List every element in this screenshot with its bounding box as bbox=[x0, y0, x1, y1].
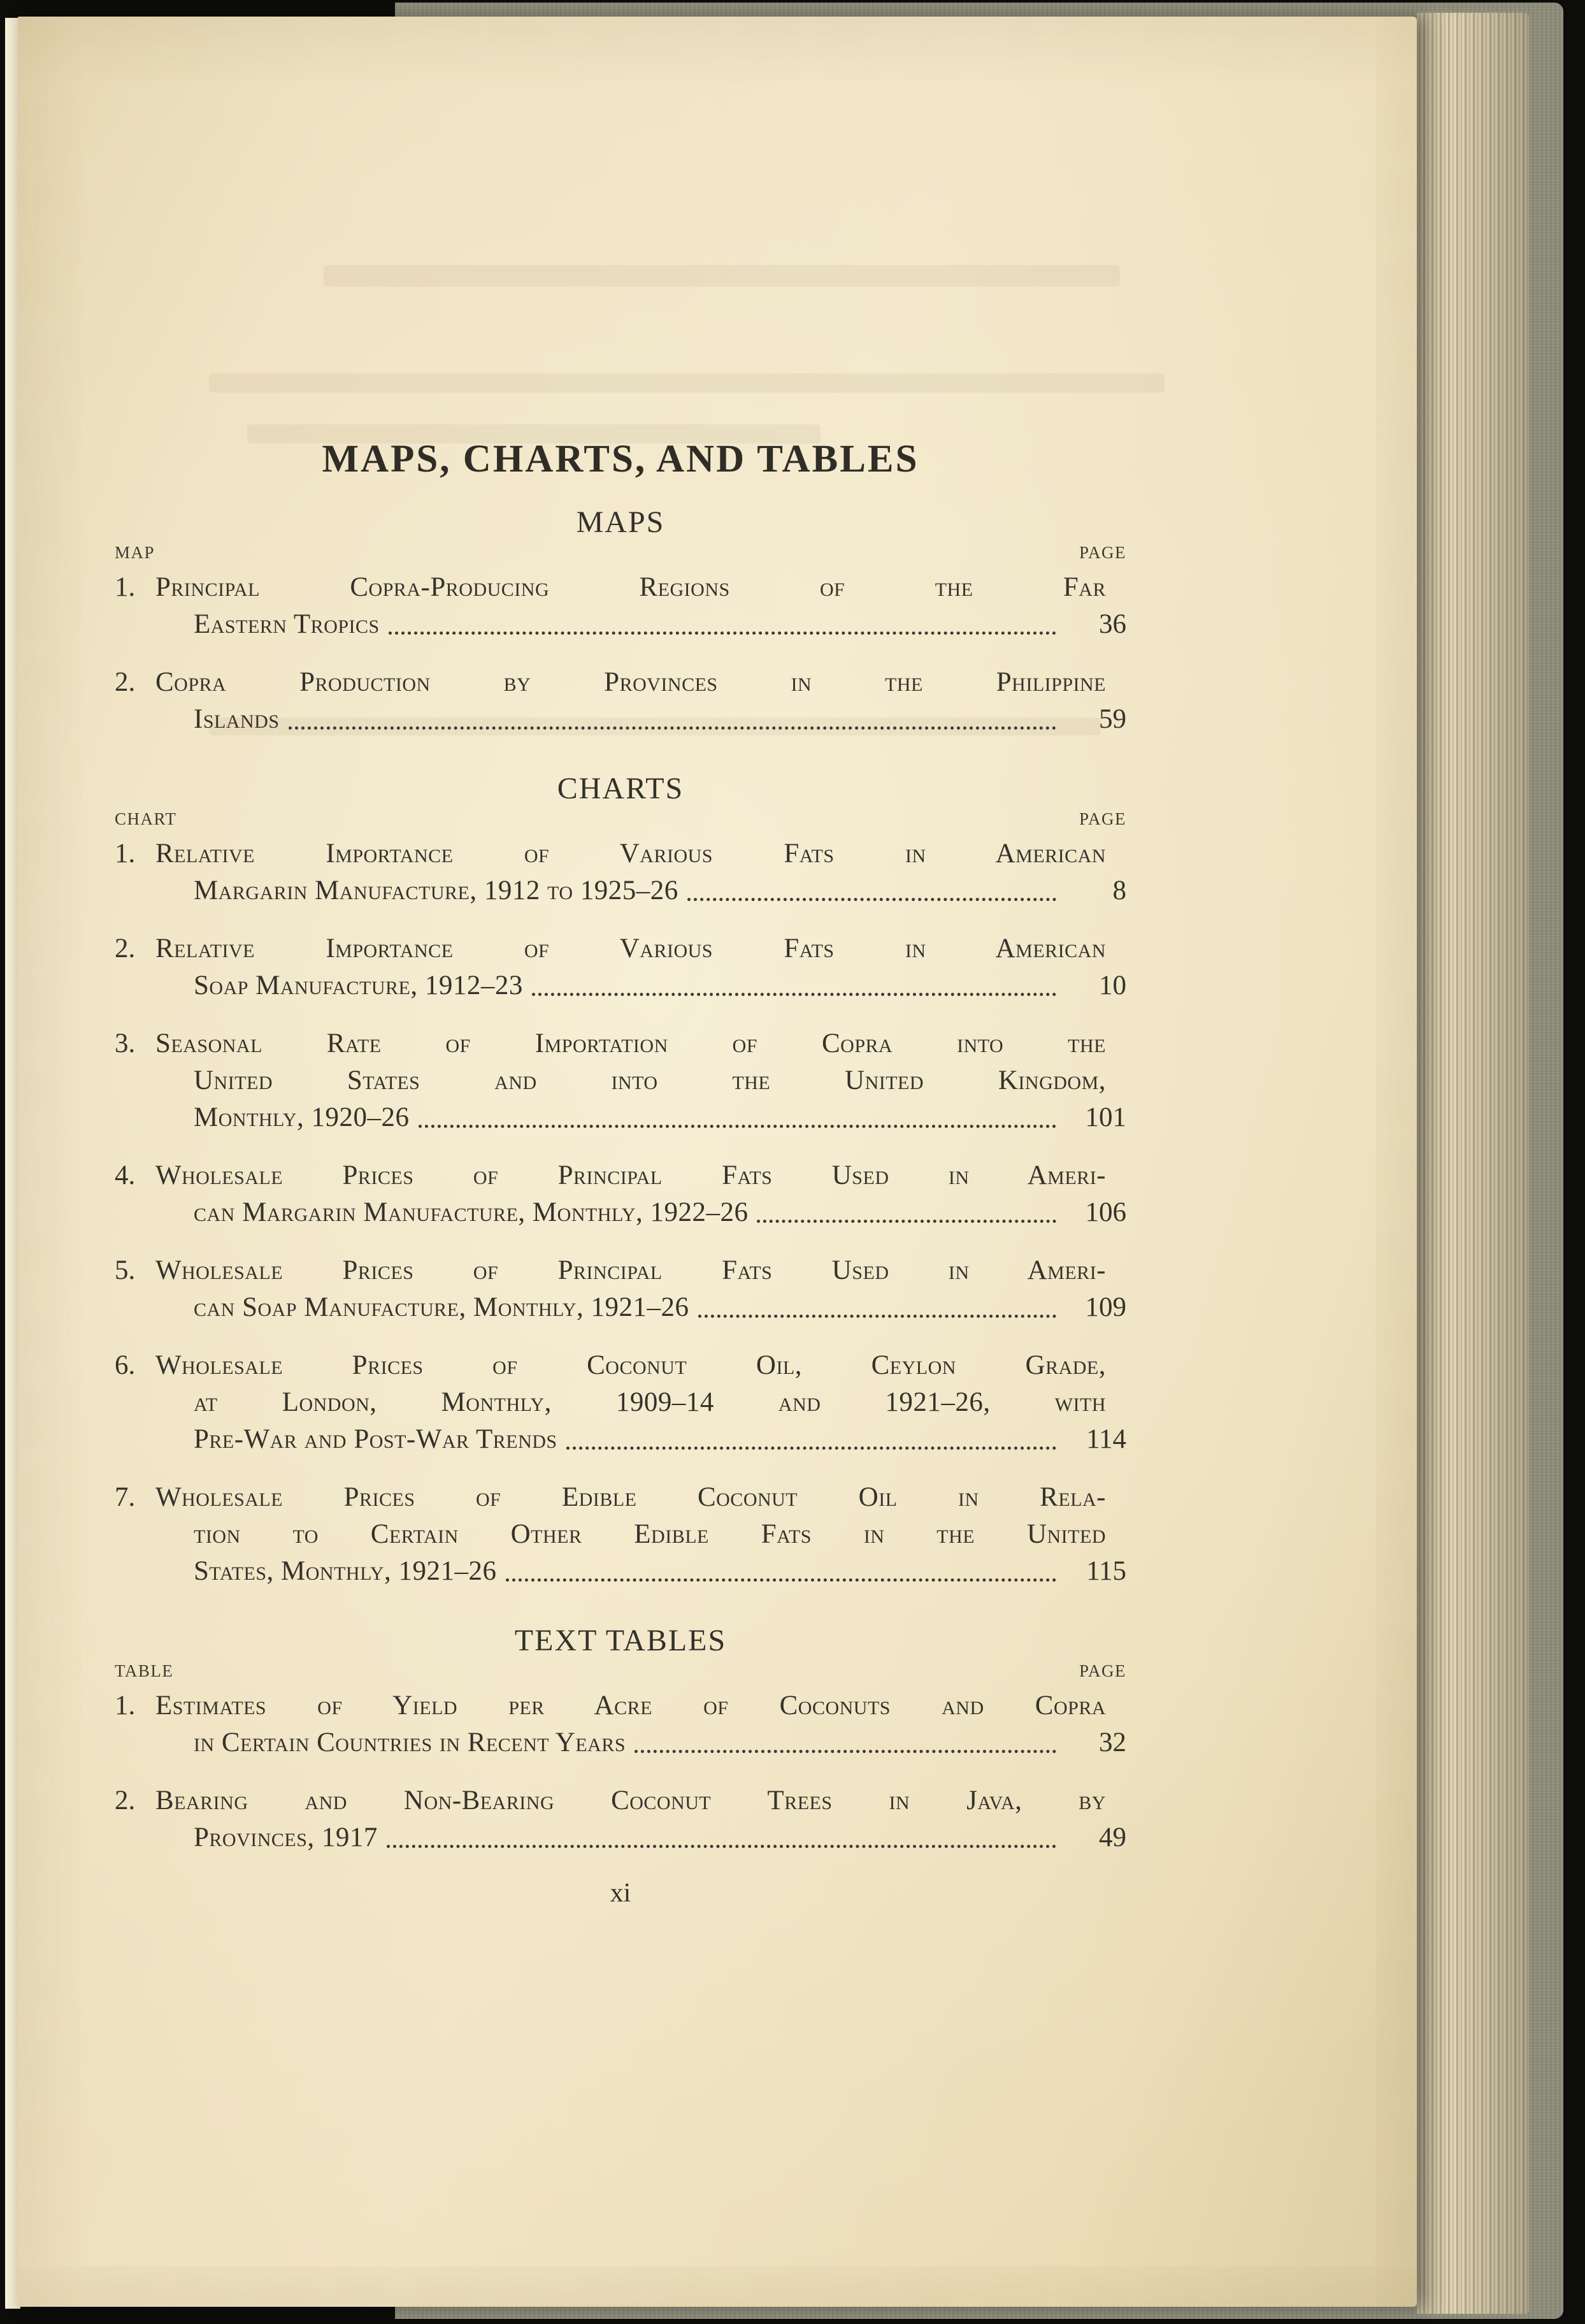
column-label-table: TABLE bbox=[115, 1661, 174, 1680]
section-heading-maps: MAPS bbox=[576, 505, 665, 539]
toc-entry bbox=[115, 1025, 1126, 1136]
dot-leader bbox=[698, 1289, 1057, 1318]
entry-number: 2. bbox=[115, 934, 136, 964]
entry-text-line: Wholesale Prices of Edible Coconut Oil in Rela- bbox=[155, 1482, 1106, 1512]
entry-number: 3. bbox=[115, 1028, 136, 1058]
entry-page-number: 10 bbox=[1099, 971, 1126, 1000]
entry-text-line: Soap Manufacture, 1912–23 bbox=[194, 971, 523, 1000]
toc-entry bbox=[115, 664, 1126, 738]
column-header-row bbox=[115, 809, 1126, 829]
entry-text-line: Principal Copra-Producing Regions of the Far bbox=[155, 572, 1106, 602]
entry-number: 5. bbox=[115, 1255, 136, 1285]
entry-text-line: United States and into the United Kingdom, bbox=[194, 1065, 1106, 1095]
entry-page-number: 59 bbox=[1099, 704, 1126, 734]
column-label-page: PAGE bbox=[1079, 1661, 1126, 1680]
toc-entry bbox=[115, 569, 1126, 643]
entry-number: 6. bbox=[115, 1350, 136, 1380]
dot-leader bbox=[566, 1421, 1056, 1450]
dot-leader bbox=[532, 967, 1056, 996]
entry-text-line: Relative Importance of Various Fats in American bbox=[155, 839, 1106, 869]
dot-leader bbox=[389, 606, 1056, 635]
entry-text-line: Wholesale Prices of Principal Fats Used in Ameri- bbox=[155, 1160, 1106, 1190]
entry-text-line: Bearing and Non-Bearing Coconut Trees in Java, by bbox=[155, 1786, 1106, 1815]
bleed-through bbox=[324, 265, 1120, 287]
dot-leader bbox=[757, 1194, 1056, 1223]
toc-entry bbox=[115, 1252, 1126, 1326]
entry-text-line: at London, Monthly, 1909–14 and 1921–26, with bbox=[194, 1387, 1106, 1417]
entry-text-line: can Soap Manufacture, Monthly, 1921–26 bbox=[194, 1292, 689, 1322]
entry-text-line: Islands bbox=[194, 704, 280, 734]
column-header-row bbox=[115, 1661, 1126, 1681]
entry-page-number: 101 bbox=[1085, 1102, 1126, 1132]
entry-page-number: 114 bbox=[1086, 1424, 1126, 1454]
dot-leader bbox=[506, 1553, 1056, 1582]
dot-leader bbox=[387, 1819, 1056, 1848]
page-stack-edge bbox=[1417, 13, 1529, 2314]
entry-number: 1. bbox=[115, 839, 136, 869]
dot-leader bbox=[419, 1099, 1056, 1128]
toc-content bbox=[115, 437, 1126, 1909]
section-heading-text-tables: TEXT TABLES bbox=[514, 1624, 727, 1657]
folio-page-number: xi bbox=[610, 1879, 631, 1908]
column-label-map: MAP bbox=[115, 543, 155, 562]
entry-text-line: Provinces, 1917 bbox=[194, 1822, 378, 1852]
entry-text-line: can Margarin Manufacture, Monthly, 1922–26 bbox=[194, 1197, 749, 1227]
entry-text-line: Relative Importance of Various Fats in American bbox=[155, 934, 1106, 964]
entry-number: 1. bbox=[115, 572, 136, 602]
toc-entry bbox=[115, 1479, 1126, 1590]
section-heading-charts: CHARTS bbox=[557, 772, 684, 805]
paper-page bbox=[18, 17, 1417, 2307]
column-label-chart: CHART bbox=[115, 809, 177, 828]
entry-page-number: 49 bbox=[1099, 1822, 1126, 1852]
dot-leader bbox=[635, 1724, 1056, 1753]
bleed-through bbox=[209, 373, 1165, 393]
toc-entry bbox=[115, 1347, 1126, 1458]
entry-page-number: 115 bbox=[1086, 1556, 1126, 1586]
entry-text-line: tion to Certain Other Edible Fats in the United bbox=[194, 1519, 1106, 1549]
toc-entry bbox=[115, 1157, 1126, 1231]
entry-number: 2. bbox=[115, 1786, 136, 1815]
entry-text-line: Copra Production by Provinces in the Philippine bbox=[155, 667, 1106, 697]
entry-text-line: in Certain Countries in Recent Years bbox=[194, 1728, 626, 1757]
toc-entry bbox=[115, 1782, 1126, 1856]
entry-page-number: 106 bbox=[1085, 1197, 1126, 1227]
column-header-row bbox=[115, 543, 1126, 563]
column-label-page: PAGE bbox=[1079, 543, 1126, 562]
entry-text-line: Wholesale Prices of Coconut Oil, Ceylon Grade, bbox=[155, 1350, 1106, 1380]
entry-number: 2. bbox=[115, 667, 136, 697]
entry-text-line: Monthly, 1920–26 bbox=[194, 1102, 410, 1132]
entry-number: 1. bbox=[115, 1691, 136, 1721]
entry-text-line: Estimates of Yield per Acre of Coconuts and Copra bbox=[155, 1691, 1106, 1721]
toc-entry bbox=[115, 1687, 1126, 1761]
entry-text-line: Wholesale Prices of Principal Fats Used in Ameri- bbox=[155, 1255, 1106, 1285]
entry-text-line: Eastern Tropics bbox=[194, 609, 380, 639]
toc-entry bbox=[115, 930, 1126, 1004]
entry-page-number: 32 bbox=[1099, 1728, 1126, 1757]
entry-text-line: Seasonal Rate of Importation of Copra into the bbox=[155, 1028, 1106, 1058]
entry-text-line: Margarin Manufacture, 1912 to 1925–26 bbox=[194, 876, 678, 906]
entry-page-number: 109 bbox=[1085, 1292, 1126, 1322]
column-label-page: PAGE bbox=[1079, 809, 1126, 828]
entry-page-number: 8 bbox=[1112, 876, 1126, 906]
entry-text-line: States, Monthly, 1921–26 bbox=[194, 1556, 497, 1586]
entry-page-number: 36 bbox=[1099, 609, 1126, 639]
entry-number: 7. bbox=[115, 1482, 136, 1512]
dot-leader bbox=[687, 872, 1056, 901]
toc-entry bbox=[115, 835, 1126, 909]
dot-leader bbox=[289, 701, 1056, 730]
page-title: MAPS, CHARTS, AND TABLES bbox=[322, 438, 919, 480]
entry-number: 4. bbox=[115, 1160, 136, 1190]
entry-text-line: Pre-War and Post-War Trends bbox=[194, 1424, 557, 1454]
